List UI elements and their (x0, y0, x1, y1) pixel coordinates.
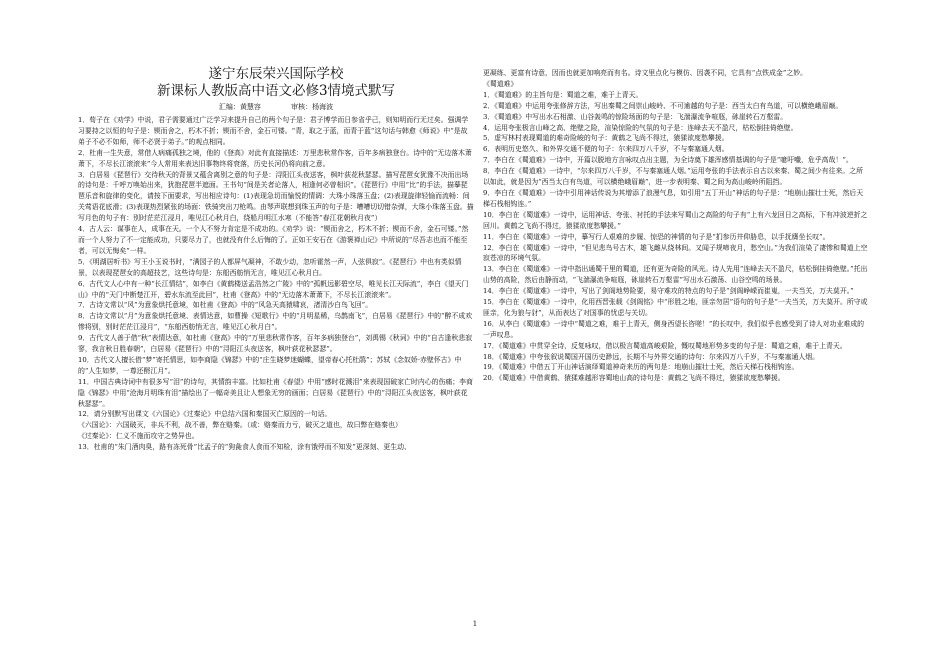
question-item: 20．《蜀道难》中借黄鹤、猿猱难越形容蜀地山高的诗句是：黄鹤之飞尚不得过，猿猱欲度愁攀援。 (483, 374, 785, 383)
question-item: 16．从李白《蜀道难》一诗中“蜀道之难，难于上青天，侧身西望长咨嗟！”的长叹中，我们似乎也感受到了诗人对功业难成的一声叹息。 (483, 319, 865, 339)
question-item: 11．中国古典诗词中有很多写“泪”的诗句，其情韵丰富。比如杜甫《春望》中用“感时花溅泪”来表现国破家亡时内心的伤痛；李商隐《锦瑟》中用“沧海月明珠有泪”描绘出了一幅奇美且让人想象无穷的画面；白居易《琵琶行》中的“浔阳江头夜送客，枫叶荻花秋瑟瑟”。 (78, 377, 473, 408)
question-item: 13．李白在《蜀道难》一诗中指出通蜀干里的蜀道，还有更为奇险的风光。诗人先用“连峰去天不盈尺，枯松倒挂倚绝壁。”托出山势的高险，然后由静而动，“飞湍瀑流争喧豗，砯崖转石万壑雷”写出水石激荡、山谷空鸣的场景。 (483, 265, 868, 285)
question-item: 4．古人云：谋事在人，成事在天。一个人不努力肯定是不成功的。《劝学》说：“锲而舍之，朽木不折；锲而不舍，金石可镂。”然而一个人努力了不一定能成功，只要尽力了，也就没有什么后悔的了。正如王安石在《游褒禅山记》中所说的“尽吾志也而不能至者，可以无悔矣”一样。 (78, 225, 469, 255)
question-item: 2．《蜀道难》中运用夸张修辞方法，写出秦蜀之间崇山峻岭、不可逾越的句子是：西当太白有鸟道，可以横绝峨眉巅。 (483, 101, 843, 110)
continuation-paragraph: 更凝练、更富有诗意，因而也就更加响亮而有名。诗文里点化与模仿、因袭不同，它具有“点铁成金”之妙。 (483, 69, 808, 77)
question-item: 6．表明历史悠久、和外界交通不便的句子：尔来四万八千岁，不与秦塞通人烟。 (483, 145, 729, 154)
question-item: 10．李白在《蜀道难》一诗中，运用神话、夸张、衬托的手法来写蜀山之高险的句子有“上有六龙回日之高标，下有冲波逆折之回川。黄鹤之飞尚不得过，猿猱欲度愁攀援。” (483, 210, 868, 230)
question-item: 7．古诗文常以“风”为意象烘托意境，如杜甫《登高》中的“风急天高猿啸哀，渚清沙白鸟飞回”。 (78, 301, 373, 310)
question-item: 18．《蜀道难》中夸张叙说蜀国开国历史渺远，长期不与外界交通的诗句：尔来四万八千岁，不与秦塞通人烟。 (483, 352, 820, 361)
page-number: 1 (472, 620, 478, 628)
question-item: 《过秦论》：仁义不施而攻守之势异也。 (78, 432, 199, 441)
question-item: 6．古代文人心中有一种“长江情结”，如李白《黄鹤楼送孟浩然之广陵》中的“孤帆远影碧空尽，唯见长江天际流”，李白《望天门山》中的“天门中断楚江开，碧水东流至此回”，杜甫《登高》中的“无边落木萧萧下，不尽长江滚滚来”。 (78, 279, 469, 299)
question-item: 3．白居易《琵琶行》交待秋天的背景又蕴含离别之意的句子是：浔阳江头夜送客，枫叶荻花秋瑟瑟。描写琵琶女犹豫不决而出场的诗句是：千呼万唤始出来，犹抱琵琶半遮面。王书句“间是关者论落人，相逢何必曾相识”。《琵琶行》中用“比”的手法，描摹琵琶乐音和旋律的变化，请按下面要求，写出相应诗句：(1)表现急切而愉悦的情调：大珠小珠落玉盘；(2)表现旋律轻愉而流畅：间关莺语花底滑；(3)表现热烈紧张的场面：铁骑突出刀枪鸣。由琴声联想到珠玉声的句子是：嘈嘈切切错杂弹，大珠小珠落玉盘。描写月色的句子有：别时茫茫江浸月，唯见江心秋月白，绕船月明江水寒（不能答“春江花朝秋月夜”） (78, 170, 474, 223)
school-title: 遂宁东辰荣兴国际学校 (208, 66, 344, 82)
left-column (78, 0, 474, 453)
question-item: 14．李白在《蜀道难》一诗中，写出了剑阁地势险要，易守难攻的特点的句子是“剑阁峥嵘而崔嵬，一夫当关，万夫莫开。” (483, 287, 854, 296)
right-question-list (483, 90, 869, 384)
section-heading: 《蜀道难》 (483, 79, 518, 88)
question-item: 2．杜甫一生失意，常借人病痛孤独之境，他的《登高》对此有直接描述：万里悲秋常作客，百年多病独登台。诗中的“无边落木萧萧下，不尽长江滚滚来”今人常用来表达旧事物终将衰落，历史长河仍将向前之意。 (78, 148, 472, 168)
question-item: 1．《蜀道难》的主旨句是：蜀道之难，难于上青天。 (483, 90, 643, 99)
left-question-list (78, 115, 474, 453)
question-item: 12．李白在《蜀道难》一诗中，“但见悲鸟号古木，雄飞雌从绕林间。又闻子规啼夜月，愁空山。”为我们渲染了凄惨和蜀道上空寂苍凉的环境气氛。 (483, 243, 868, 263)
question-item: 9．古代文人善于借“秋”表情达意，如杜甫《登高》中的“万里悲秋常作客，百年多病独登台”，刘禹锡《秋词》中的“自古逢秋悲寂寥，我言秋日胜春朝”，白居易《琵琶行》中的“浔阳江头夜送客，枫叶荻花秋瑟瑟”。 (78, 334, 473, 354)
question-item: 3．《蜀道难》中写出水石相激、山谷轰鸣的惊险场面的句子是：飞湍瀑流争喧豗，砯崖转石万壑雷。 (483, 112, 788, 121)
question-item: 12．请分别默写出课文《六国论》《过秦论》中总结六国和秦国灭亡原因的一句话。 (78, 410, 332, 419)
editor-line (78, 102, 474, 113)
question-item: 7．李白在《蜀道难》一诗中，开篇以脱地方言咏叹点出主题，为全诗奠下雄浑感情基调的句子是“噫吁嚱，危乎高哉！”。 (483, 156, 853, 165)
question-item: 19．《蜀道难》中借五丁开山神话演绎蜀道神奇来历的两句是：地崩山摧壮士死，然后天梯石栈相钩连。 (483, 363, 799, 372)
question-item: 9．李白在《蜀道难》一诗中引用神话传说为其增添了浪漫气息，如引用“五丁开山”神话的句子是：“地崩山摧壮士死，然后天梯石栈相钩连。” (483, 188, 864, 208)
question-item: 5．《明湖居听书》写王小玉说书时，“满园子的人都屏气凝神，不敢少动，忽听霍然一声，人弦俱寂”。《琵琶行》中也有类似情景，以表现琵琶女的高超技艺，这些诗句是：东船西舫悄无言，唯见江心秋月白。 (78, 257, 462, 277)
question-item: 5．虚写林村表现蜀道的难奇险峻的句子：黄鹤之飞尚不得过，猿猱欲度愁攀援。 (483, 134, 729, 143)
question-item: 13．杜甫的“朱门酒肉臭，路有冻死骨”比孟子的“狗彘食人食而不知检，涂有饿殍而不知发”更深刻、更生动、 (78, 443, 411, 452)
reviewer-name: 审核：杨海波 (291, 103, 334, 111)
document-title: 新课标人教版高中语文必修3情境式默写 (156, 83, 396, 99)
question-item: 4．运用夸张极言山峰之高、绝壁之险，渲染惊险的气氛的句子是：连峰去天不盈尺，枯松倒挂倚绝壁。 (483, 123, 798, 132)
question-item: 8．古诗文常以“月”为意象烘托意境、表情达意，如曹操《短歌行》中的“月明星稀，乌鹊南飞”，白居易《琵琶行》中的“醉不成欢惨将别，别时茫茫江浸月”，“东船西舫悄无言，唯见江心秋月白”。 (78, 312, 473, 332)
question-item: 11．李白在《蜀道难》一诗中，摹写行人艰难的步履、惊恐的神情的句子是“扪参历井仰胁息，以手抚膺坐长叹”。 (483, 232, 830, 241)
editor-name: 汇编：黄慧容 (218, 103, 261, 111)
question-item: 8．李白在《蜀道难》一诗中，“尔来四万八千岁，不与秦塞通人烟。”运用夸张的手法表示自古以来秦、蜀之间少有往来。之所以如此，就是因为“西当太白有鸟道，可以横绝峨眉巅”，进一步表明秦、蜀之间为高山峻岭所阻挡。 (483, 167, 864, 187)
question-item: 1．荀子在《劝学》中说，君子需要通过广泛学习来提升自己的两个句子是：君子博学而日参省乎己，则知明而行无过矣。强调学习要持之以恒的句子是：锲而舍之，朽木不折；锲而不舍，金石可镂。“青，取之于蓝，而青于蓝”这句话与韩愈《师说》中“是故弟子不必不如师，师不必贤于弟子。”的观点相同。 (78, 116, 469, 146)
question-item: 10．古代文人擅长借“梦”寄托情思，如李商隐《锦瑟》中的“庄生晓梦迷蝴蝶，望帝春心托杜鹃”；苏轼《念奴娇·赤壁怀古》中的“人生如梦，一尊还酹江月”。 (78, 355, 462, 375)
question-item: 15．李白在《蜀道难》一诗中，化用西晋张载《剑阁铭》中“形胜之地，匪亲勿居”语句的句子是“一夫当关，万夫莫开。所守或匪亲，化为狼与豺”，从而表达了对国事的忧虑与关切。 (483, 298, 868, 317)
right-column (483, 0, 869, 384)
question-item: 《六国论》：六国破灭，非兵不利，战不善，弊在赂秦。（或：赂秦而力亏，破灭之道也，故曰弊在赂秦也） (78, 421, 402, 430)
question-item: 17．《蜀道难》中贯穿全诗，反复咏叹，借以极言蜀道高峻艰险，慨叹蜀地形势多变的句子是：蜀道之难，难于上青天。 (483, 341, 847, 350)
